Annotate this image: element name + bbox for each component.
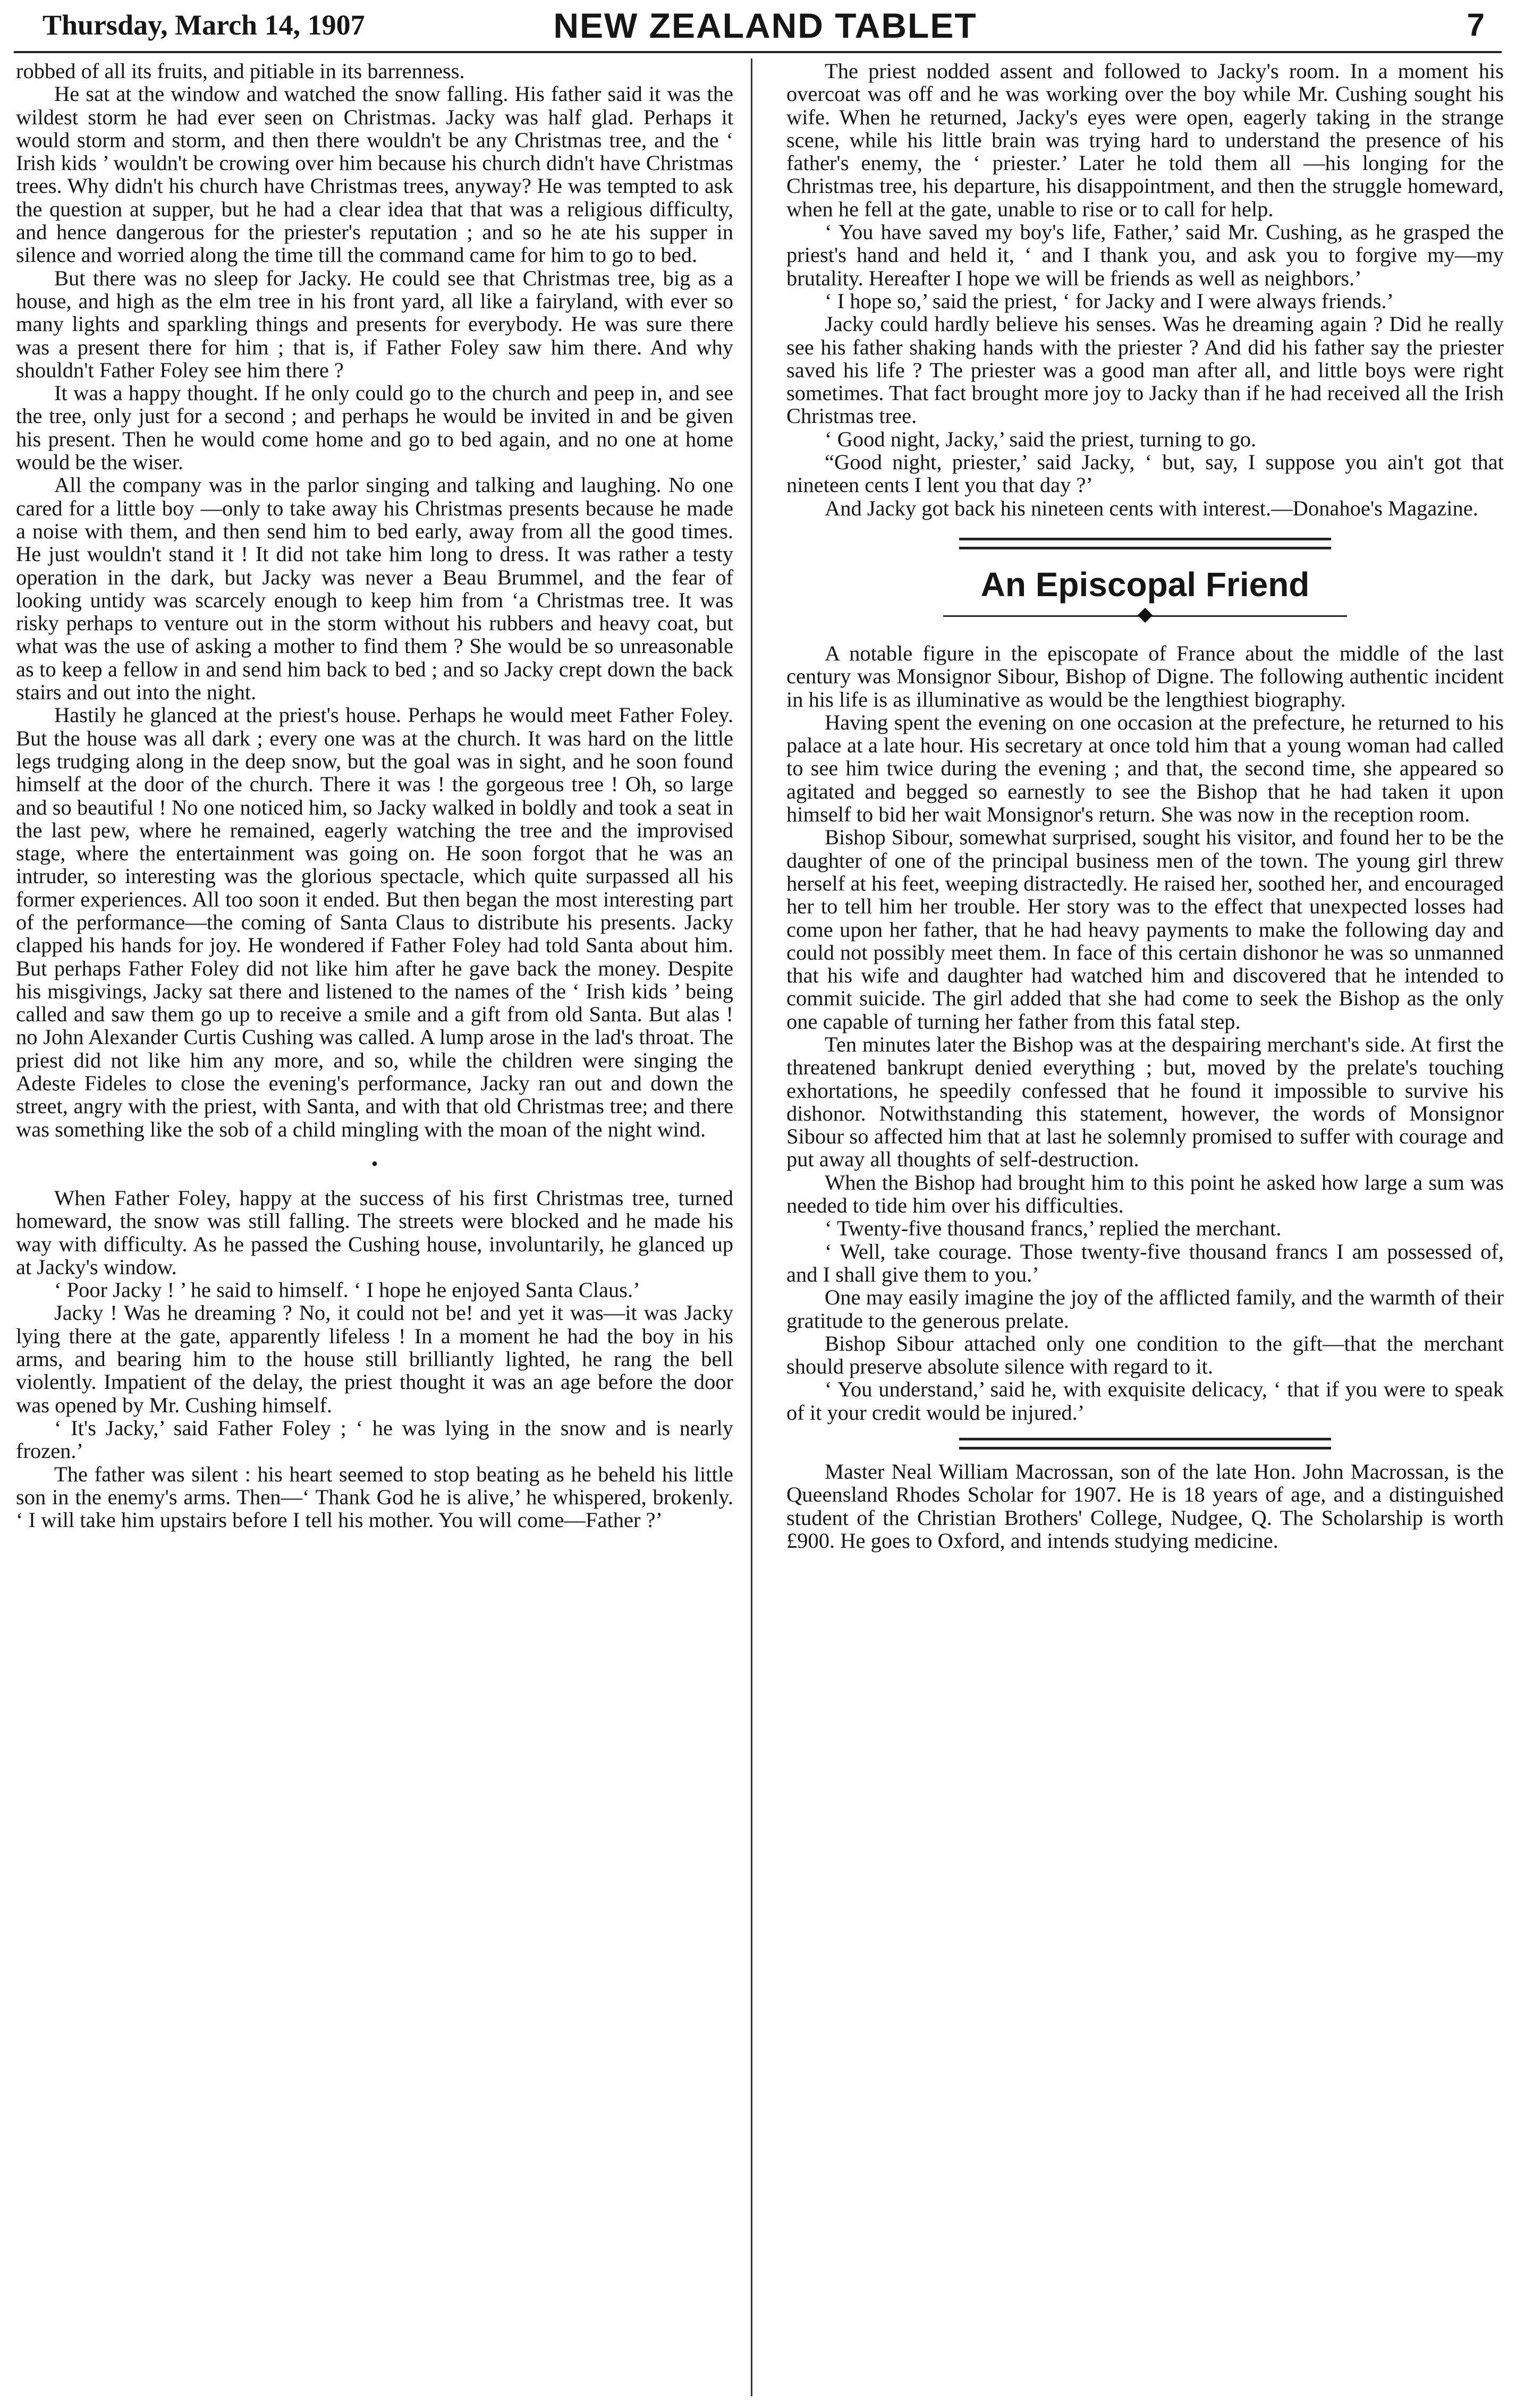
story-paragraph: All the company was in the parlor singing and talking and laughing. No one cared for a little boy —only to take away his Christmas presents because he made a noise with them, and then send him to bed early, away from all the good times. He just wouldn't stand it ! It did not take him long to dress. It was rather a testy operation in the dark, but Jacky was never a Beau Brummel, and the fear of looking untidy was scarcely enough to keep him from ‘a Christmas tree. It was risky perhaps to venture out in the storm without his rubbers and heavy coat, but what was the use of asking a mother to find them ? She would be so unreasonable as to keep a fellow in and send him back to bed ; and so Jacky crept down the back stairs and out into the night. <box>16 473 733 705</box>
article-paragraph: One may easily imagine the joy of the afflicted family, and the warmth of their gratitude to the generous prelate. <box>786 1285 1504 1333</box>
rhodes-scholar-notice: Master Neal William Macrossan, son of the late Hon. John Macrossan, is the Queensland Rhodes Scholar for 1907. He is 18 years of age, and a distinguished student of the Christian Brothers' College, Nudgee, Q. The Scholarship is worth £900. He goes to Oxford, and intends studying medicine. <box>786 1460 1504 1553</box>
notice-separator <box>959 1438 1331 1449</box>
story-paragraph: Jacky could hardly believe his senses. Was he dreaming again ? Did he really see his father shaking hands with the priester ? And did his father say the priester saved his life ? The priester was a good man after all, and little boys were right sometimes. That fact brought more joy to Jacky than if he had received all the Irish Christmas tree. <box>786 312 1504 428</box>
section-break-dot: • <box>371 1152 378 1174</box>
story-paragraph: ‘ It's Jacky,’ said Father Foley ; ‘ he was lying in the snow and is nearly frozen.’ <box>16 1415 733 1463</box>
story-paragraph: But there was no sleep for Jacky. He could see that Christmas tree, big as a house, and high as the elm tree in his front yard, all like a fairyland, with ever so many lights and sparkling things and presents for everybody. He was sure there was a present there for him ; that is, if Father Foley saw him there. And why shouldn't Father Foley see him there ? <box>16 266 733 382</box>
article-paragraph: Having spent the evening on one occasion at the prefecture, he returned to his palace at a late hour. His secretary at once told him that a young woman had called to see him twice during the evening ; and that, the second time, she appeared so agitated and begged so earnestly to see the Bishop that he had taken it upon himself to bid her wait Monsignor's return. She was now in the reception room. <box>786 710 1504 827</box>
story-paragraph: “Good night, priester,’ said Jacky, ‘ but, say, I suppose you ain't got that nineteen cents I lent you that day ?’ <box>786 450 1504 497</box>
article-paragraph: ‘ You understand,’ said he, with exquisite delicacy, ‘ that if you were to speak of it your credit would be injured.’ <box>786 1377 1504 1425</box>
title-ornament <box>943 608 1347 624</box>
article-paragraph: Bishop Sibour attached only one condition to the gift—that the merchant should preserve absolute silence with regard to it. <box>786 1331 1504 1379</box>
story-paragraph: He sat at the window and watched the snow falling. His father said it was the wildest storm he had ever seen on Christmas. Jacky was half glad. Perhaps it would storm and storm, and then there wouldn't be any Christmas tree, and the ‘ Irish kids ’ wouldn't be crowing over him because his church didn't have Christmas trees. Why didn't his church have Christmas trees, anyway? He was tempted to ask the question at supper, but he had a clear idea that that was a religious difficulty, and hence dangerous for the priester's reputation ; and so he ate his supper in silence and worried along the time till the command came for him to go to bed. <box>16 82 733 267</box>
story-paragraph: When Father Foley, happy at the success of his first Christmas tree, turned homeward, the snow was still falling. The streets were blocked and he made his way with difficulty. As he passed the Cushing house, involuntarily, he glanced up at Jacky's window. <box>16 1185 733 1279</box>
article-separator <box>959 538 1331 549</box>
column-divider <box>751 58 752 2396</box>
story-paragraph: It was a happy thought. If he only could go to the church and peep in, and see the tree, only just for a second ; and perhaps he would be invited in and be given his present. Then he would come home and go to bed again, and no one at home would be the wiser. <box>16 381 733 474</box>
story-paragraph: ‘ I hope so,’ said the priest, ‘ for Jacky and I were always friends.’ <box>825 289 1394 313</box>
article-paragraph: When the Bishop had brought him to this point he asked how large a sum was needed to tide him over his difficulties. <box>786 1170 1504 1218</box>
article-title: An Episcopal Friend <box>980 565 1310 604</box>
article-paragraph: Ten minutes later the Bishop was at the despairing merchant's side. At first the threatened bankrupt denied everything ; but, moved by the prelate's touching exhortations, he speedily confessed that he found it impossible to survive his dishonor. Notwithstanding this statement, however, the words of Monsignor Sibour so affected him that at last he solemnly promised to suffer with courage and put away all thoughts of self-destruction. <box>786 1032 1504 1172</box>
story-paragraph: ‘ Good night, Jacky,’ said the priest, turning to go. <box>825 427 1257 451</box>
story-paragraph: The father was silent : his heart seemed to stop beating as he beheld his little son in the enemy's arms. Then—‘ Thank God he is alive,’ he whispered, brokenly. ‘ I will take him upstairs before I tell his mother. You will come—Father ?’ <box>16 1462 733 1532</box>
left-column <box>16 60 733 1531</box>
article-paragraph: Bishop Sibour, somewhat surprised, sought his visitor, and found her to be the daughter of one of the principal business men of the town. The young girl threw herself at his feet, weeping distractedly. He raised her, soothed her, and encouraged her to tell him her trouble. Her story was to the effect that unexpected losses had come upon her father, that he had heavy payments to make the following day and could not possibly meet them. In face of this certain dishonor he was so unmanned that his wife and daughter had watched him and discovered that he intended to commit suicide. The girl added that she had come to seek the Bishop as the only one capable of turning her father from this fatal step. <box>786 825 1504 1033</box>
article-paragraph: ‘ Well, take courage. Those twenty-five thousand francs I am possessed of, and I shall give them to you.’ <box>786 1239 1504 1286</box>
story-paragraph: ‘ You have saved my boy's life, Father,’ said Mr. Cushing, as he grasped the priest's hand and held it, ‘ and I thank you, and ask you to forgive my—my brutality. Hereafter I hope we will be friends as well as neighbors.’ <box>786 220 1504 290</box>
story-paragraph: Jacky ! Was he dreaming ? No, it could not be! and yet it was—it was Jacky lying there at the gate, apparently lifeless ! In a moment he had the boy in his arms, and bearing him to the house still brilliantly lighted, he rang the bell violently. Impatient of the delay, the priest thought it was an age before the door was opened by Mr. Cushing himself. <box>16 1301 733 1417</box>
article-paragraph: ‘ Twenty-five thousand francs,’ replied the merchant. <box>825 1216 1282 1241</box>
diamond-icon <box>1138 608 1153 623</box>
story-paragraph: Hastily he glanced at the priest's house. Perhaps he would meet Father Foley. But the house was all dark ; every one was at the church. It was hard on the little legs trudging along in the deep snow, but the goal was in sight, and he soon found himself at the door of the church. There it was ! the gorgeous tree ! Oh, so large and so beautiful ! No one noticed him, so Jacky walked in boldly and took a seat in the last pew, where he remained, eagerly watching the tree and the improvised stage, where the entertainment was going on. He soon forgot that he was an intruder, so interesting was the glorious spectacle, which quite surpassed all his former experiences. All too soon it ended. But then began the most interesting part of the performance—the coming of Santa Claus to distribute his presents. Jacky clapped his hands for joy. He wondered if Father Foley had told Santa about him. But perhaps Father Foley did not like him after he gave back the money. Despite his misgivings, Jacky sat there and listened to the names of the ‘ Irish kids ’ being called and saw them go up to receive a smile and a gift from old Santa. But alas ! no John Alexander Curtis Cushing was called. A lump arose in the lad's throat. The priest did not like him any more, and so, while the children were singing the Adeste Fideles to close the evening's performance, Jacky ran out and down the street, angry with the priest, with Santa, and with that old Christmas tree; and there was something like the sob of a child mingling with the moan of the night wind. <box>16 703 733 1141</box>
right-column <box>786 60 1504 1552</box>
header-rule <box>14 51 1502 53</box>
story-paragraph: And Jacky got back his nineteen cents with interest.—Donahoe's Magazine. <box>825 496 1478 520</box>
masthead <box>37 4 1493 46</box>
story-paragraph: robbed of all its fruits, and pitiable in its barrenness. <box>16 59 465 83</box>
story-paragraph: ‘ Poor Jacky ! ’ he said to himself. ‘ I hope he enjoyed Santa Claus.’ <box>54 1278 640 1302</box>
page-number: 7 <box>1467 7 1485 43</box>
story-paragraph: The priest nodded assent and followed to Jacky's room. In a moment his overcoat was off and he was working over the boy while Mr. Cushing sought his wife. When he returned, Jacky's eyes were open, eagerly taking in the strange scene, while his little brain was trying hard to understand the presence of his father's enemy, the ‘ priester.’ Later he told them all —his longing for the Christmas tree, his departure, his disappointment, and then the struggle homeward, when he fell at the gate, unable to rise or to call for help. <box>786 59 1504 221</box>
article-paragraph: A notable figure in the episcopate of France about the middle of the last century was Monsignor Sibour, Bishop of Digne. The following authentic incident in his life is as illuminative as would be the lengthiest biography. <box>786 641 1504 711</box>
issue-date: Thursday, March 14, 1907 <box>43 9 365 41</box>
newspaper-title: NEW ZEALAND TABLET <box>553 6 977 45</box>
